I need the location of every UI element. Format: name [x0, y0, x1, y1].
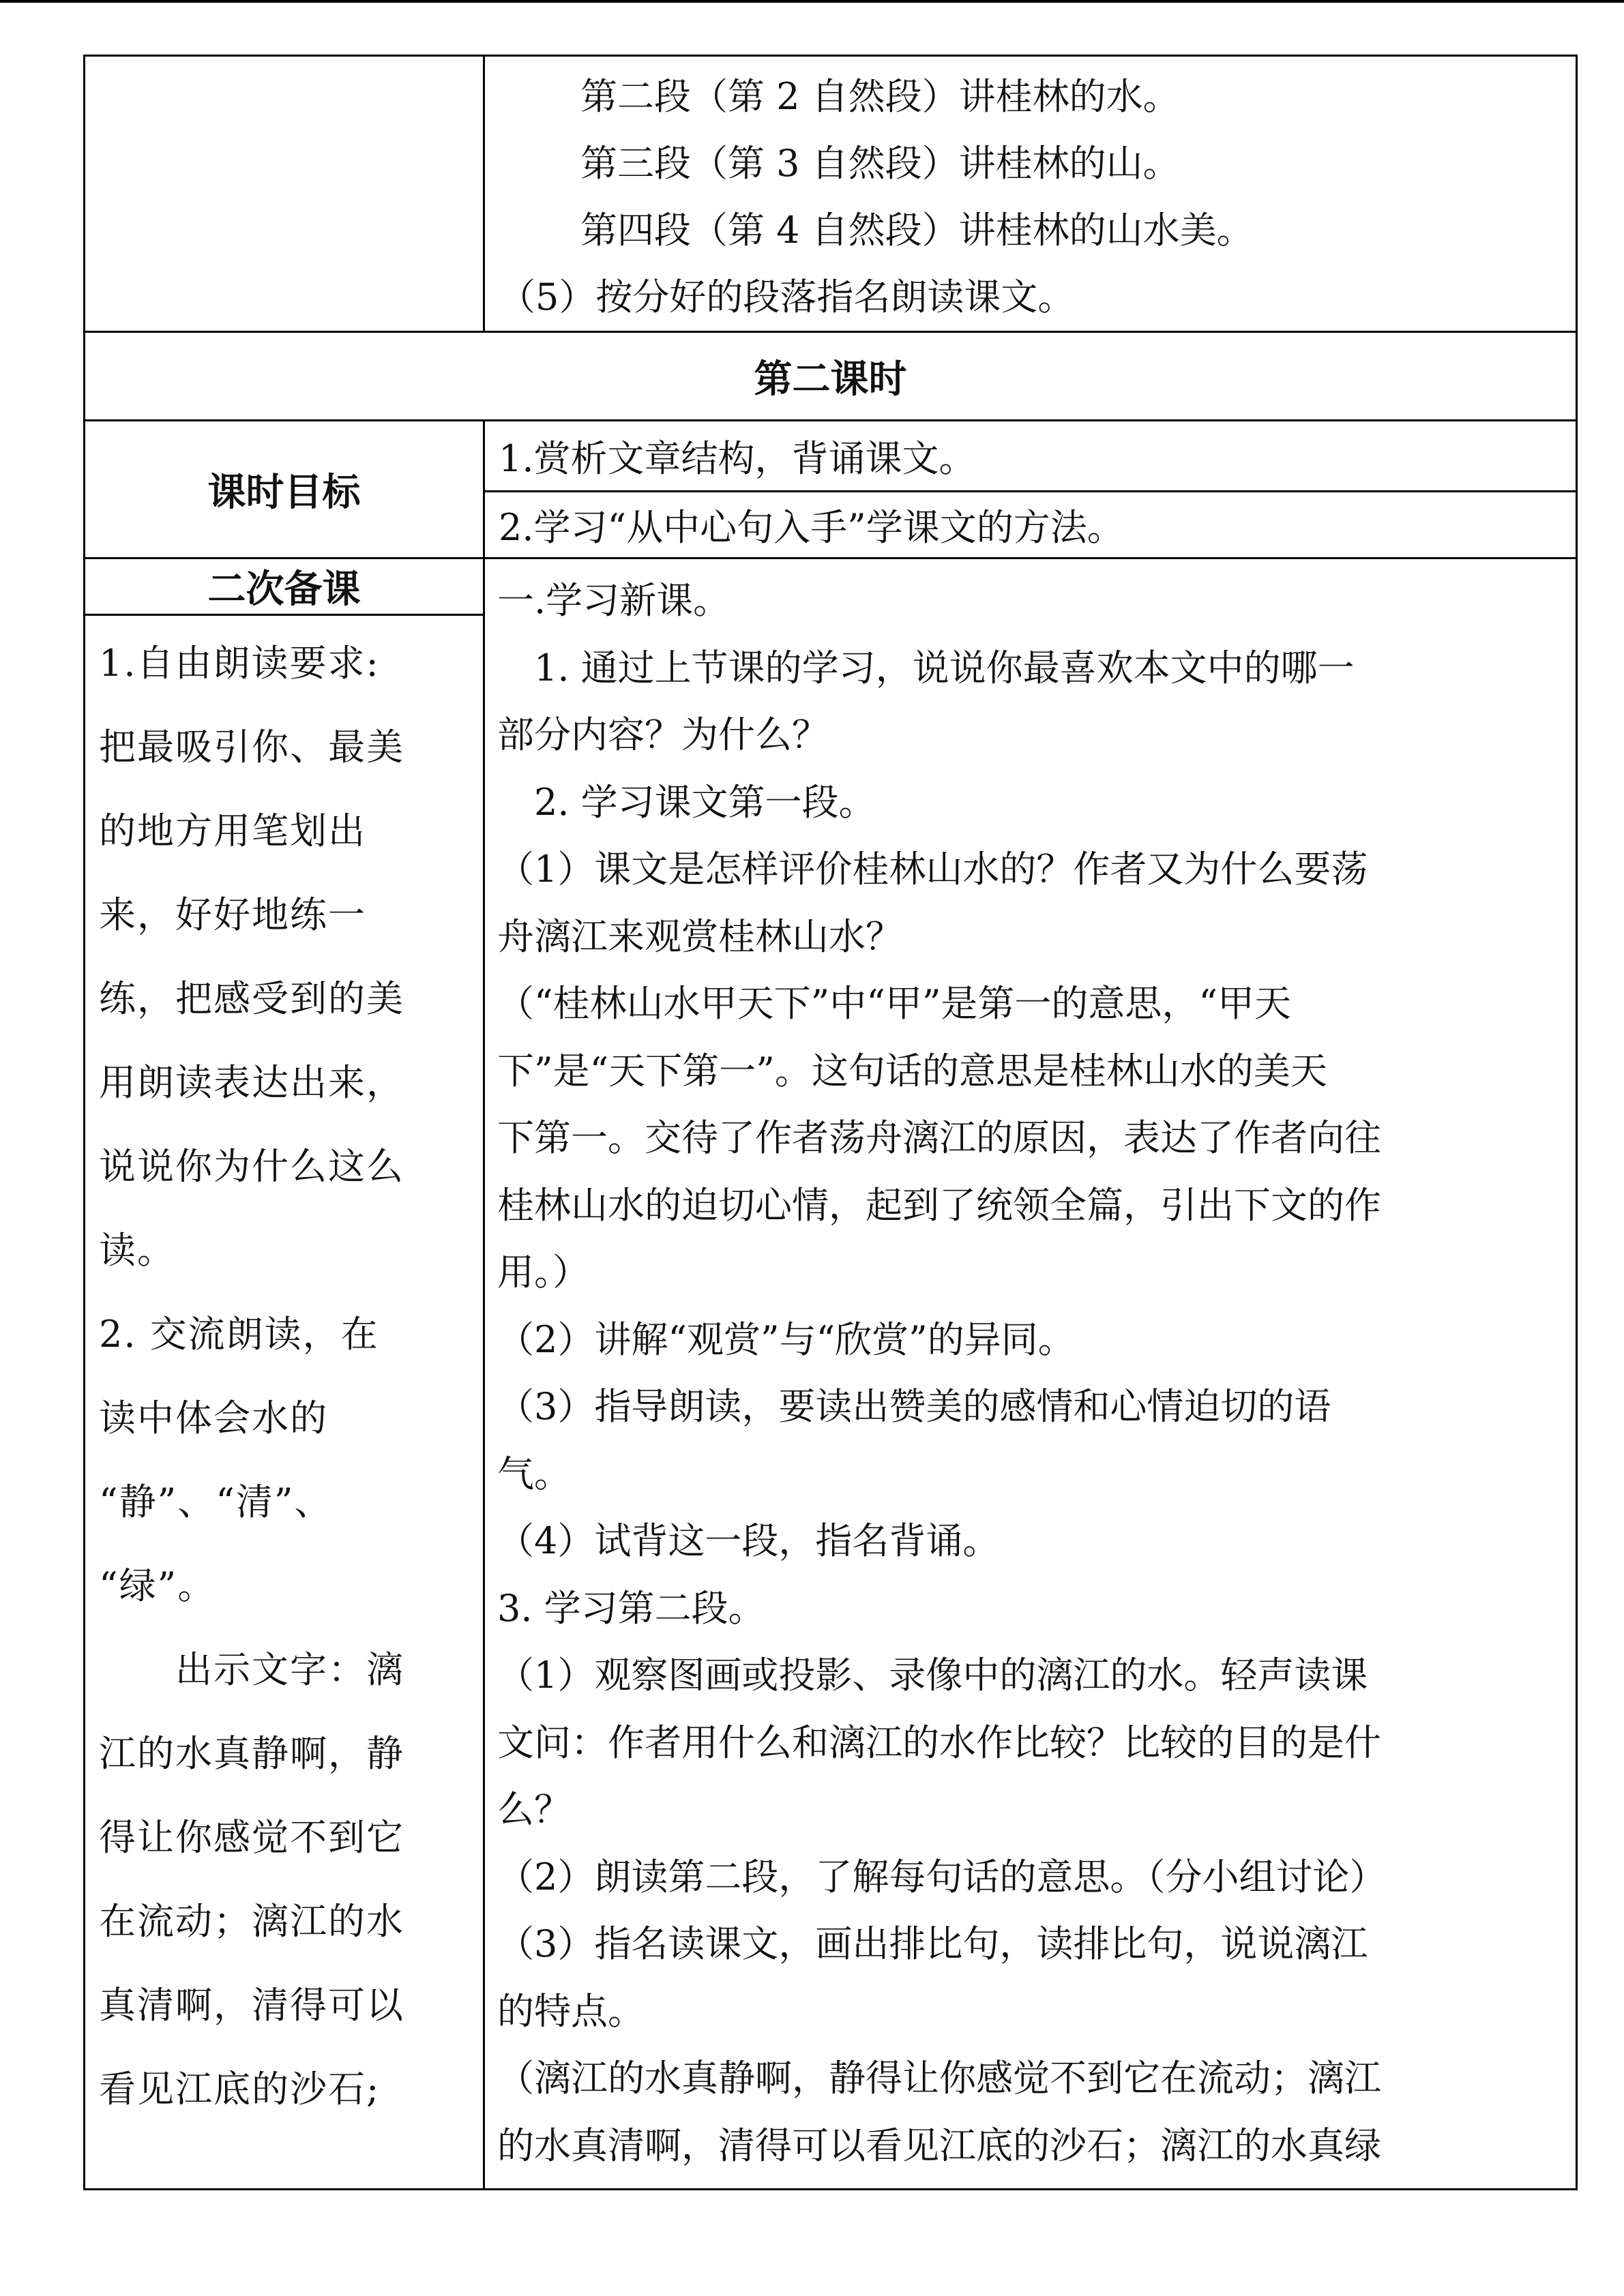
prep-line: 说说你为什么这么: [99, 1145, 404, 1188]
prep-line: 用朗读表达出来，: [99, 1061, 404, 1104]
prep-line: 练，把感受到的美: [99, 977, 404, 1020]
goal-row-1: [85, 421, 1577, 492]
content-line: 部分内容？为什么？: [497, 713, 829, 756]
paragraph-line: 第三段（第 3 自然段）讲桂林的山。: [580, 142, 1180, 185]
content-line: 下”是“天下第一”。这句话的意思是桂林山水的美天: [497, 1049, 1327, 1092]
content-line: 气。: [497, 1452, 571, 1495]
prep-line: 来，好好地练一: [99, 893, 366, 936]
content-line: 1. 通过上节课的学习，说说你最喜欢本文中的哪一: [497, 646, 1355, 689]
lesson-plan-table: [83, 55, 1578, 2190]
main-content-cell: [484, 558, 1577, 2190]
prep-notes-cell: [85, 615, 484, 2190]
prep-header-row: [85, 558, 1577, 615]
prep-line: “绿”。: [99, 1564, 216, 1607]
content-line: 桂林山水的迫切心情，起到了统领全篇，引出下文的作: [497, 1183, 1381, 1227]
content-line: （2）朗读第二段，了解每句话的意思。（分小组讨论）: [497, 1855, 1387, 1898]
section-row: [85, 332, 1577, 421]
content-line: （2）讲解“观赏”与“欣赏”的异同。: [497, 1317, 1075, 1361]
prep-line: 读中体会水的: [99, 1397, 328, 1440]
prep-line: “静”、“清”、: [99, 1480, 333, 1523]
prep-line: 读。: [99, 1229, 175, 1272]
prep-line: 1.自由朗读要求:: [99, 642, 380, 685]
paragraph-line: 第二段（第 2 自然段）讲桂林的水。: [580, 75, 1180, 118]
prep-line: 出示文字：漓: [99, 1648, 404, 1691]
prep-line: 的地方用笔划出: [99, 809, 366, 852]
prep-line: 在流动；漓江的水: [99, 1900, 404, 1943]
prep-line: 江的水真静啊，静: [99, 1732, 404, 1775]
content-line: 文问：作者用什么和漓江的水作比较？比较的目的是什: [497, 1720, 1381, 1764]
prep-line: 真清啊，清得可以: [99, 1984, 404, 2027]
paragraph-line: （5）按分好的段落指名朗读课文。: [499, 275, 1075, 318]
content-line: 的水真清啊，清得可以看见江底的沙石；漓江的水真绿: [497, 2123, 1381, 2167]
content-line: 2. 学习课文第一段。: [497, 780, 876, 824]
prep-line: 2. 交流朗读，在: [99, 1313, 379, 1356]
content-line: 么？: [497, 1788, 571, 1831]
goal-label: 课时目标: [85, 421, 484, 558]
section-title: 第二课时: [85, 332, 1577, 421]
content-line: （3）指导朗读，要读出赞美的感情和心情迫切的语: [497, 1385, 1331, 1428]
continuation-row: [85, 56, 1577, 332]
content-line: （4）试背这一段，指名背诵。: [497, 1519, 1000, 1562]
goal-item: 2.学习“从中心句入手”学课文的方法。: [484, 492, 1577, 558]
prep-line: 得让你感觉不到它: [99, 1816, 404, 1859]
content-line: 用。）: [497, 1251, 589, 1294]
content-line: 3. 学习第二段。: [497, 1586, 765, 1630]
content-line: （1）课文是怎样评价桂林山水的？作者又为什么要荡: [497, 848, 1368, 891]
content-line: （漓江的水真静啊，静得让你感觉不到它在流动；漓江: [497, 2057, 1381, 2100]
paragraph-line: 第四段（第 4 自然段）讲桂林的山水美。: [580, 209, 1254, 252]
prep-line: 看见江底的沙石;: [99, 2068, 381, 2111]
page-top-rule: [0, 0, 1624, 3]
prep-line: 把最吸引你、最美: [99, 726, 404, 769]
goal-item: 1.赏析文章结构，背诵课文。: [484, 421, 1577, 492]
prep-header: 二次备课: [85, 558, 484, 615]
content-line: 的特点。: [497, 1989, 645, 2033]
continuation-cell: [484, 56, 1577, 332]
content-line: （3）指名读课文，画出排比句，读排比句，说说漓江: [497, 1922, 1368, 1965]
content-line: （“桂林山水甲天下”中“甲”是第一的意思，“甲天: [497, 982, 1292, 1025]
continuation-left-cell: [85, 56, 484, 332]
content-line: 一.学习新课。: [497, 579, 730, 622]
content-line: 下第一。交待了作者荡舟漓江的原因，表达了作者向往: [497, 1116, 1381, 1159]
content-line: （1）观察图画或投影、录像中的漓江的水。轻声读课: [497, 1654, 1368, 1697]
content-line: 舟漓江来观赏桂林山水？: [497, 914, 902, 958]
